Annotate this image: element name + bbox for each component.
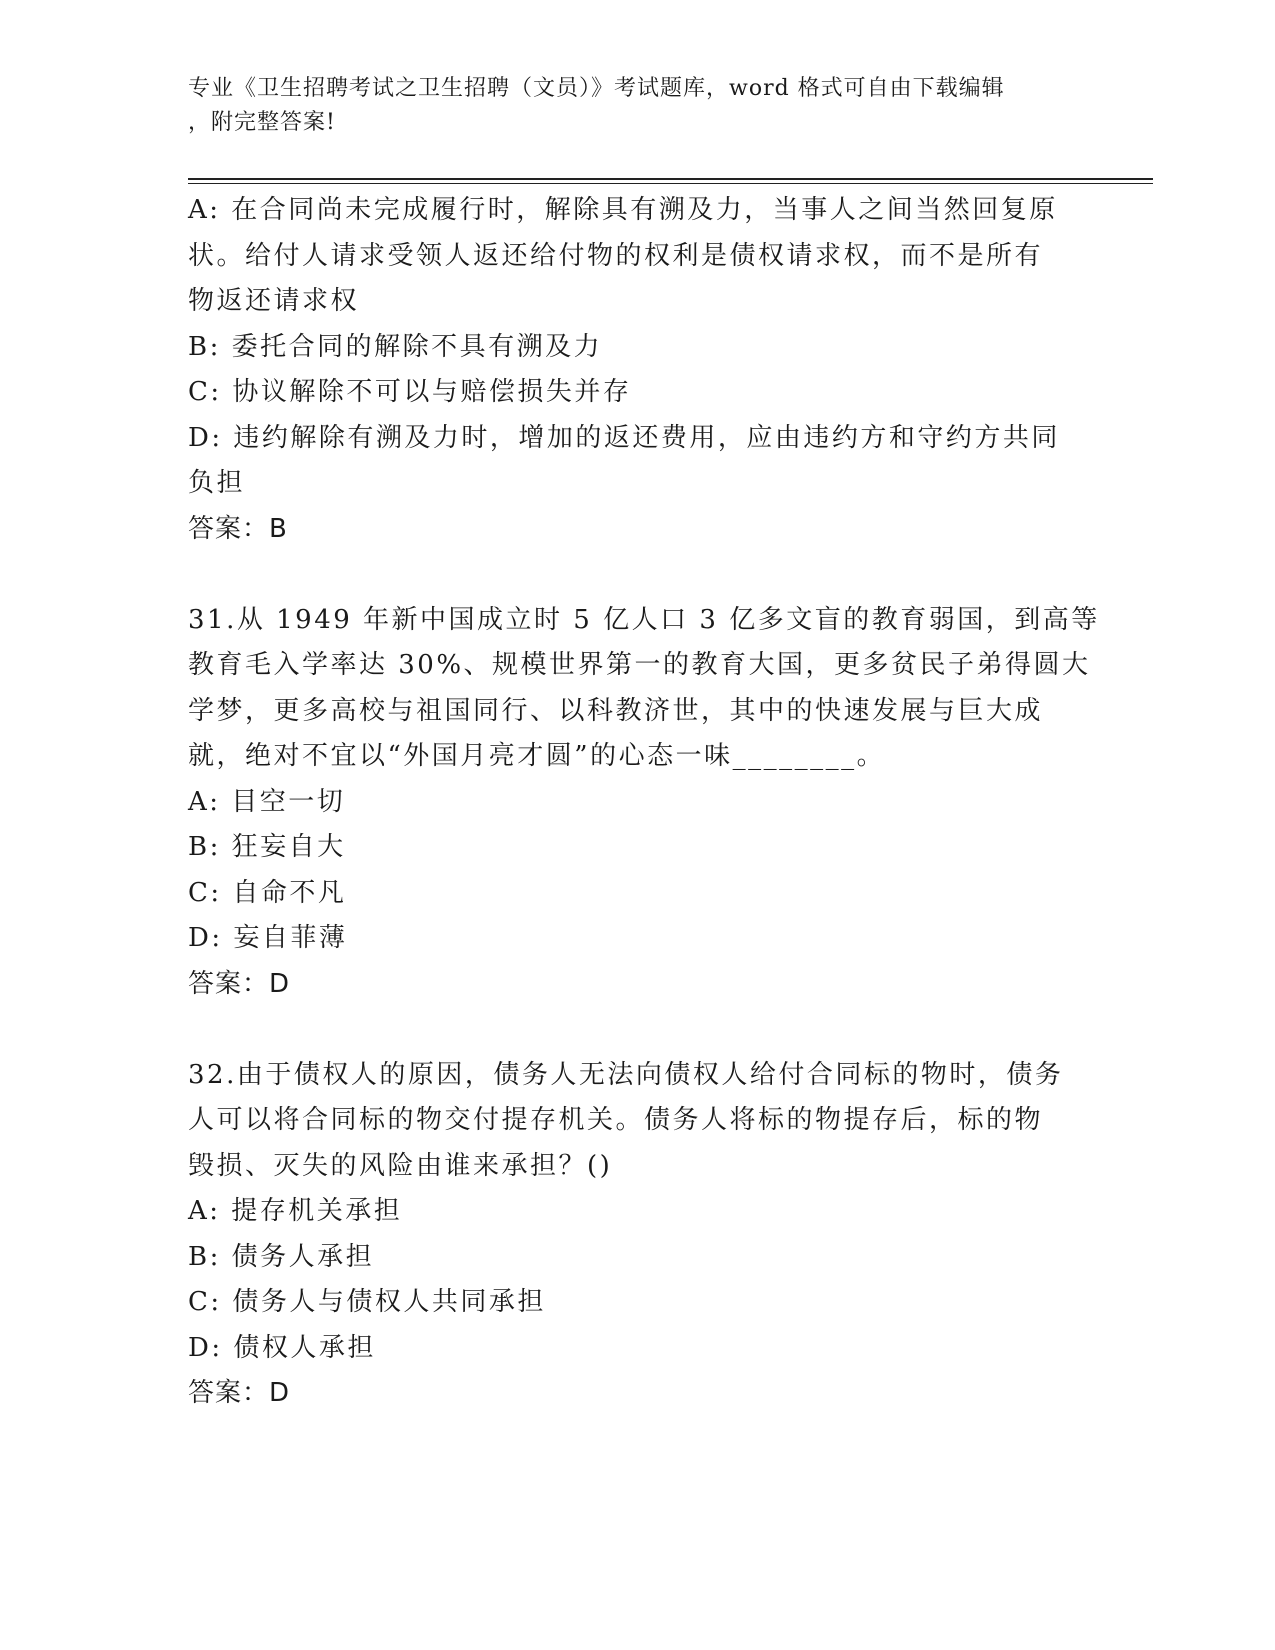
option-line: A: 在合同尚未完成履行时，解除具有溯及力，当事人之间当然回复原 bbox=[188, 195, 1058, 225]
question-stem bbox=[188, 598, 1100, 780]
header-divider bbox=[188, 183, 1153, 184]
option-b: B: 狂妄自大 bbox=[188, 832, 346, 862]
option-d: D: 妄自菲薄 bbox=[188, 923, 348, 953]
option-a: A: 提存机关承担 bbox=[188, 1196, 403, 1226]
question-block bbox=[188, 188, 1078, 552]
question-block bbox=[188, 1053, 1078, 1417]
answer-label: 答案：D bbox=[188, 1378, 291, 1408]
option-line: D: 违约解除有溯及力时，增加的返还费用，应由违约方和守约方共同 bbox=[188, 422, 1060, 453]
header-title-line: ，附完整答案! bbox=[188, 110, 336, 135]
option-b: B: 委托合同的解除不具有溯及力 bbox=[188, 331, 603, 362]
option-line: 状。给付人请求受领人返还给付物的权利是债权请求权，而不是所有 bbox=[188, 240, 1044, 271]
stem-line: 学梦，更多高校与祖国同行、以科教济世，其中的快速发展与巨大成 bbox=[188, 695, 1044, 726]
question-stem bbox=[188, 1053, 1078, 1190]
option-a bbox=[188, 188, 1078, 325]
option-b: B: 债务人承担 bbox=[188, 1241, 375, 1272]
stem-line: 就，绝对不宜以“外国月亮才圆”的心态一味________。 bbox=[188, 741, 886, 771]
stem-line: 毁损、灭失的风险由谁来承担？() bbox=[188, 1150, 613, 1181]
stem-line: 32.由于债权人的原因，债务人无法向债权人给付合同标的物时，债务 bbox=[188, 1059, 1064, 1090]
spacer bbox=[188, 1007, 1078, 1053]
answer-label: 答案：D bbox=[188, 968, 291, 999]
option-line: 负担 bbox=[188, 468, 246, 498]
stem-line: 教育毛入学率达 30%、规模世界第一的教育大国，更多贫民子弟得圆大 bbox=[188, 650, 1091, 680]
option-line: 物返还请求权 bbox=[188, 286, 360, 316]
stem-line: 人可以将合同标的物交付提存机关。债务人将标的物提存后，标的物 bbox=[188, 1105, 1044, 1135]
page-header bbox=[188, 72, 1068, 140]
option-d bbox=[188, 416, 1078, 507]
option-d: D: 债权人承担 bbox=[188, 1332, 376, 1363]
answer-label: 答案：B bbox=[188, 513, 288, 544]
option-c: C: 协议解除不可以与赔偿损失并存 bbox=[188, 377, 632, 407]
header-divider bbox=[188, 178, 1153, 180]
option-c: C: 自命不凡 bbox=[188, 877, 347, 908]
stem-line: 31.从 1949 年新中国成立时 5 亿人口 3 亿多文盲的教育弱国，到高等 bbox=[188, 604, 1100, 635]
option-a: A: 目空一切 bbox=[188, 786, 346, 817]
question-list bbox=[188, 188, 1100, 1417]
spacer bbox=[188, 552, 1078, 598]
header-title-line: 专业《卫生招聘考试之卫生招聘（文员）》考试题库，word 格式可自由下载编辑 bbox=[188, 76, 1005, 101]
question-block bbox=[188, 598, 1100, 1008]
option-c: C: 债务人与债权人共同承担 bbox=[188, 1287, 546, 1317]
